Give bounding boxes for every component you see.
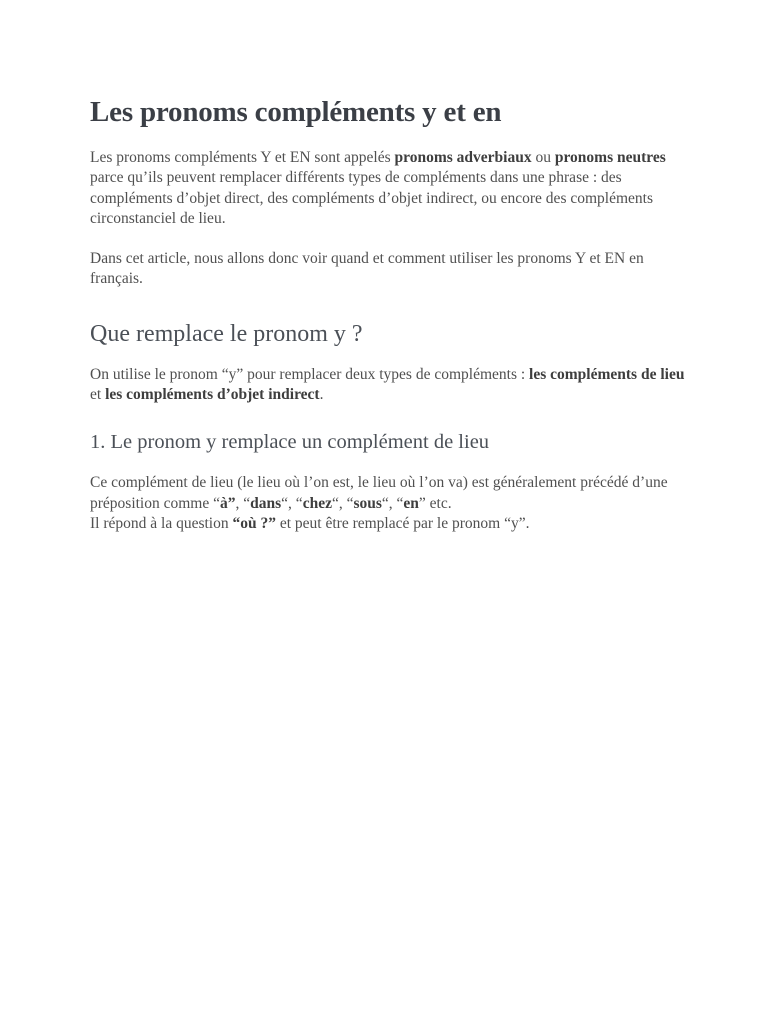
section1-text-3: . (319, 386, 324, 404)
intro-text-1: Les pronoms compléments Y et EN sont appelés (90, 149, 395, 166)
sub1-bold-ou: “où ?” (232, 514, 276, 532)
sub1-text-3: “, “ (281, 494, 303, 512)
sub1-text-8: et peut être remplacé par le pronom “y”. (275, 514, 530, 532)
sub1-text-1: Ce complément de lieu (le lieu où l’on est, le lieu où l’on va) est généralement précédé d’une préposition comme “ (90, 474, 668, 512)
subsection-heading-complement-lieu: 1. Le pronom y remplace un complément de lieu (90, 431, 490, 454)
page-title: Les pronoms compléments y et en (90, 96, 502, 128)
section1-bold-lieu: les compléments de lieu (529, 365, 685, 383)
section-heading-que-remplace: Que remplace le pronom y ? (90, 320, 363, 347)
article-note-paragraph: Dans cet article, nous allons donc voir quand et comment utiliser les pronoms Y et EN en français. (90, 250, 644, 288)
intro-text-2: ou (531, 149, 555, 166)
sub1-text-7: Il répond à la question (90, 514, 233, 532)
section1-text-1: On utilise le pronom “y” pour remplacer deux types de compléments : (90, 365, 530, 383)
sub1-text-6: ” etc. (418, 494, 452, 512)
intro-paragraph (90, 148, 690, 229)
sub1-bold-chez: chez (302, 494, 332, 512)
sub1-bold-en: en (403, 494, 419, 512)
subsection1-paragraph (90, 473, 690, 534)
intro-text-3: parce qu’ils peuvent remplacer différents types de compléments dans une phrase : des compléments d’objet direct, des compléments d’objet indirect, ou encore des compléments circonstanciel de lieu. (90, 169, 653, 227)
sub1-text-2: , “ (235, 494, 251, 512)
article-body (90, 92, 690, 534)
sub1-text-4: “, “ (331, 494, 354, 512)
section1-paragraph (90, 365, 690, 406)
section1-bold-objet-indirect: les compléments d’objet indirect (105, 386, 320, 404)
sub1-bold-dans: dans (250, 494, 282, 512)
sub1-text-5: “, “ (381, 494, 404, 512)
intro-bold-neutres: pronoms neutres (554, 149, 666, 166)
sub1-bold-sous: sous (353, 494, 382, 512)
section1-text-2: et (90, 386, 106, 404)
sub1-bold-a: à” (220, 494, 236, 512)
intro-bold-adverbiaux: pronoms adverbiaux (394, 149, 532, 166)
